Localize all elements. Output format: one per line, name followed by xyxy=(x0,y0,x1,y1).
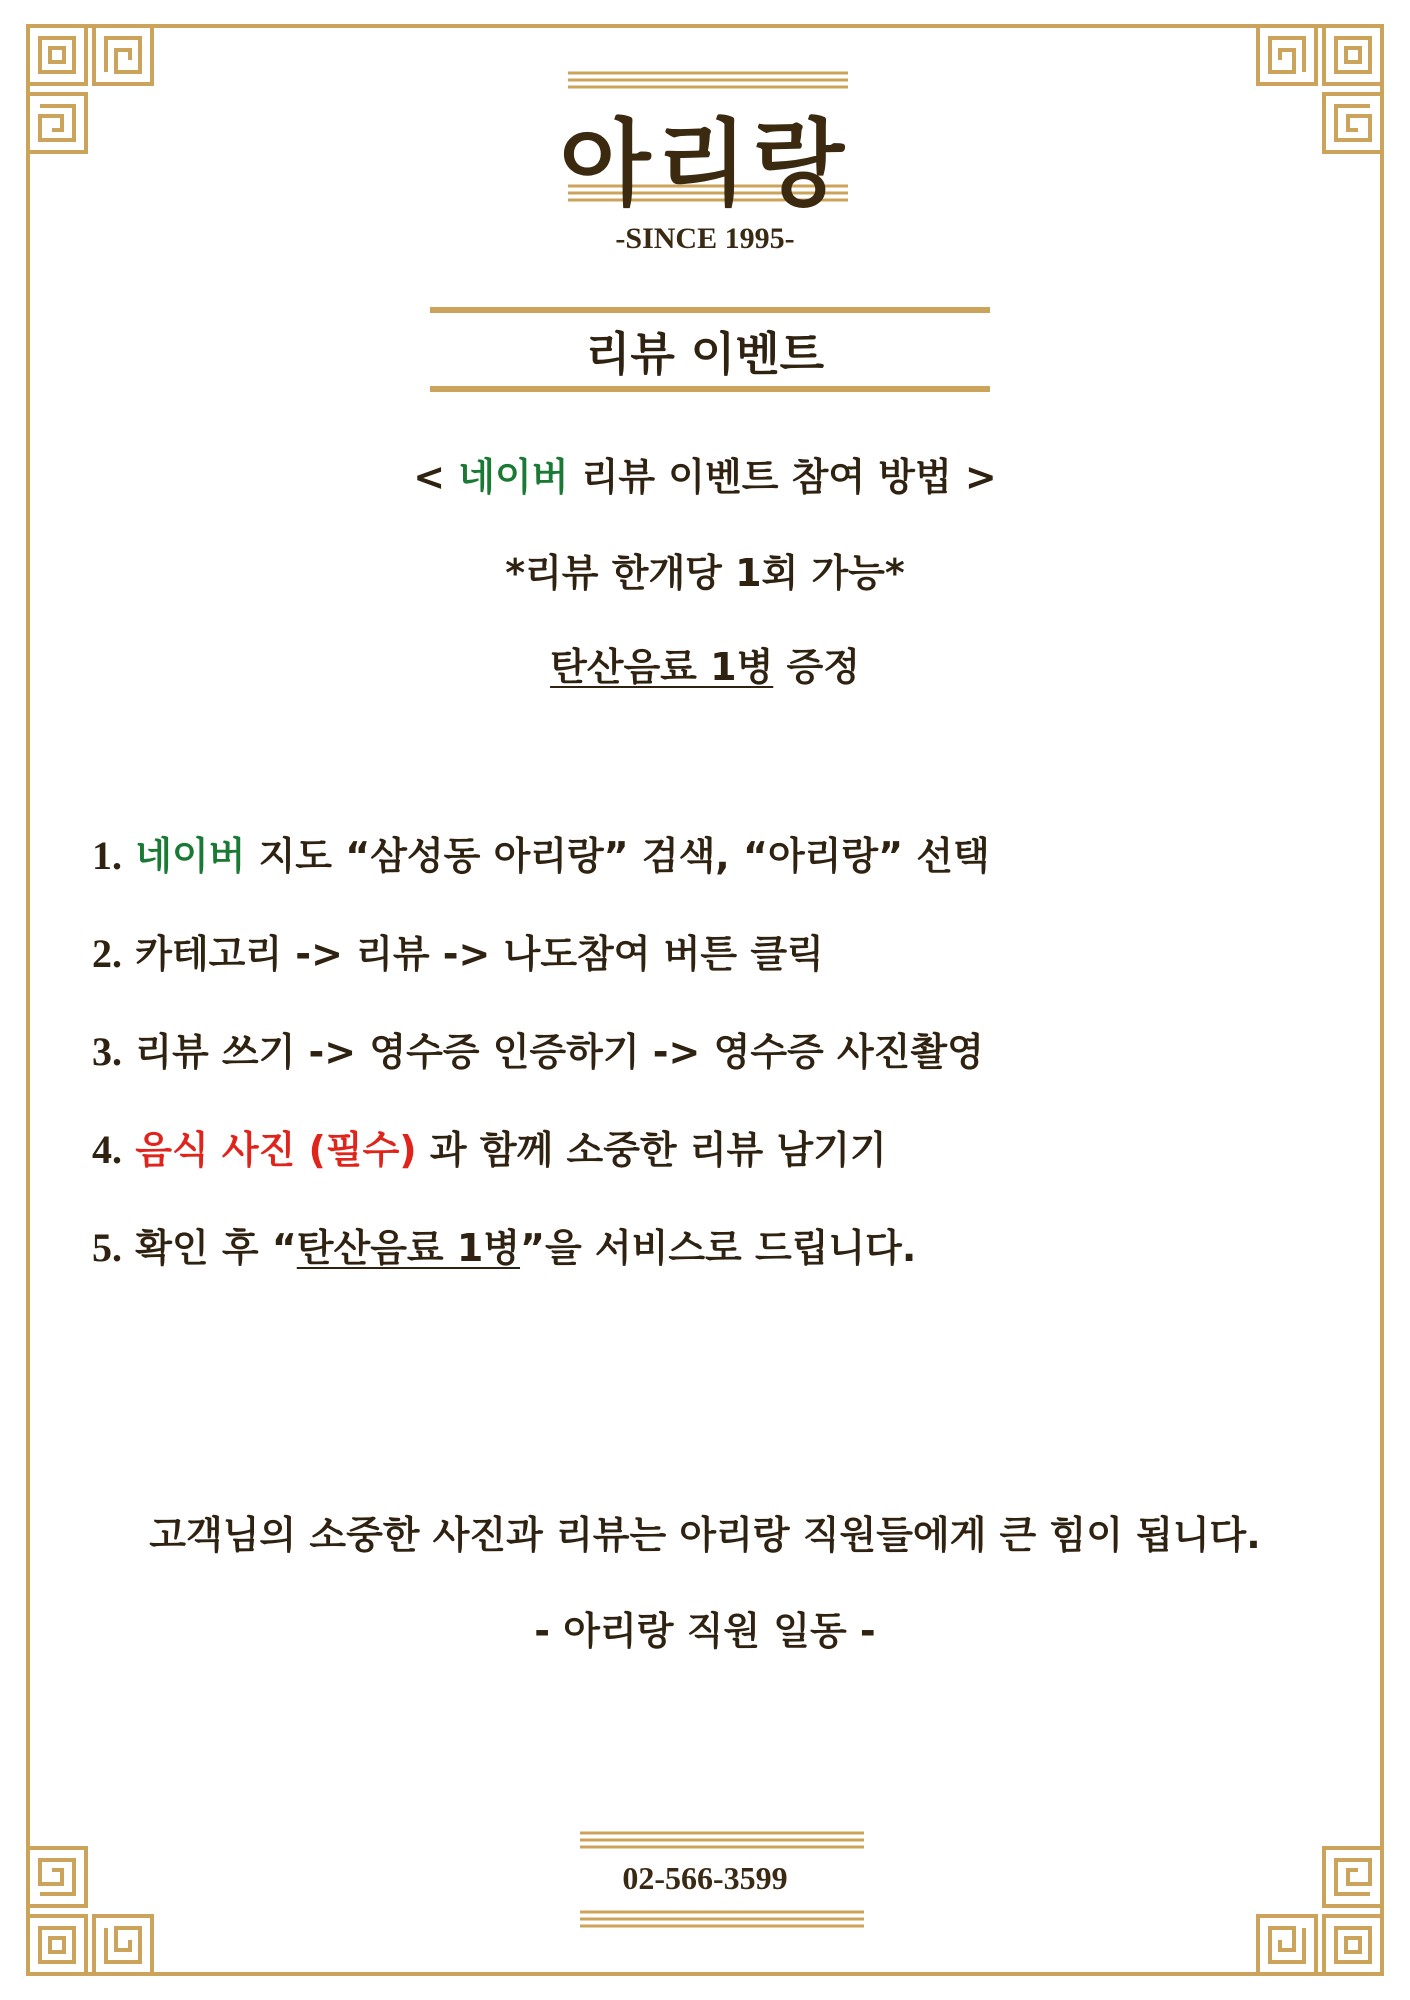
step-highlight: 네이버 xyxy=(135,834,246,878)
method-open: < xyxy=(413,455,459,499)
step-5 xyxy=(92,1218,1322,1316)
since-label: -SINCE 1995- xyxy=(615,222,795,255)
step-underlined: 탄산음료 1병 xyxy=(296,1226,521,1270)
step-text-pre: 확인 후 “ xyxy=(122,1226,297,1270)
step-number: 5. xyxy=(92,1225,122,1270)
step-number: 1. xyxy=(92,833,122,878)
steps-list xyxy=(92,826,1322,1316)
phone-number: 02-566-3599 xyxy=(622,1860,788,1896)
method-platform: 네이버 xyxy=(458,455,569,499)
step-text: 리뷰 쓰기 -> 영수증 인증하기 -> 영수증 사진촬영 xyxy=(122,1030,984,1074)
closing-message: 고객님의 소중한 사진과 리뷰는 아리랑 직원들에게 큰 힘이 됩니다. xyxy=(149,1513,1261,1557)
method-heading xyxy=(0,446,1410,501)
reward-suffix: 증정 xyxy=(773,645,860,689)
step-4 xyxy=(92,1120,1322,1218)
step-3 xyxy=(92,1022,1322,1120)
step-number: 4. xyxy=(92,1127,122,1172)
method-rest: 리뷰 이벤트 참여 방법 > xyxy=(568,455,997,499)
reward-item: 탄산음료 1병 xyxy=(550,645,774,689)
step-highlight: 음식 사진 (필수) xyxy=(122,1128,417,1172)
step-1 xyxy=(92,826,1322,924)
step-2 xyxy=(92,924,1322,1022)
event-title: 리뷰 이벤트 xyxy=(585,327,825,381)
closing-signature: - 아리랑 직원 일동 - xyxy=(534,1609,876,1653)
step-number: 3. xyxy=(92,1029,122,1074)
step-text: 과 함께 소중한 리뷰 남기기 xyxy=(416,1128,887,1172)
brand-logo: 아리랑 xyxy=(559,110,851,219)
reward-line xyxy=(0,636,1410,691)
step-text-post: ”을 서비스로 드립니다. xyxy=(520,1226,917,1270)
limit-note: *리뷰 한개당 1회 가능* xyxy=(505,551,905,595)
step-number: 2. xyxy=(92,931,122,976)
step-text: 카테고리 -> 리뷰 -> 나도참여 버튼 클릭 xyxy=(122,932,824,976)
step-text: 지도 “삼성동 아리랑” 검색, “아리랑” 선택 xyxy=(245,834,990,878)
